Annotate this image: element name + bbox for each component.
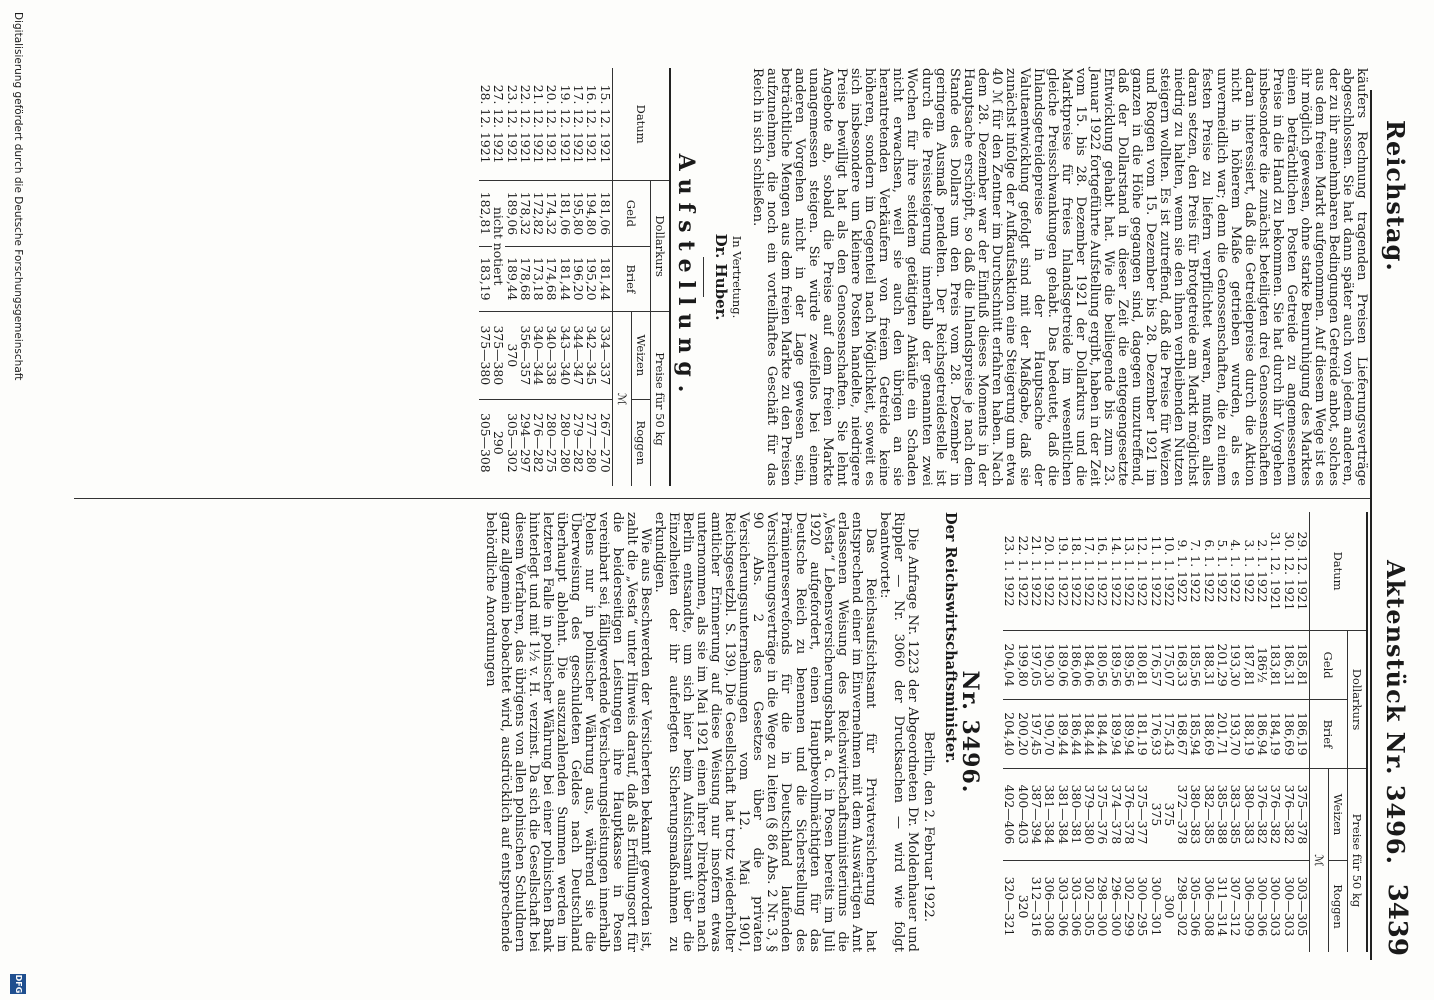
date-cell: 7. 1. 1922 bbox=[1188, 539, 1204, 603]
roggen-cell: 305—306 bbox=[1189, 861, 1202, 952]
brief-cell: 181,19 bbox=[1136, 700, 1149, 769]
geld-cell: 204,04 bbox=[1003, 631, 1016, 700]
signoff bbox=[711, 68, 744, 486]
table-row bbox=[558, 68, 571, 486]
geld-cell: 189,56 bbox=[1109, 631, 1122, 700]
roggen-cell: 280—275 bbox=[545, 399, 558, 486]
brief-cell: 188,69 bbox=[1202, 700, 1215, 769]
geld-cell: 180,56 bbox=[1096, 631, 1109, 700]
right-paragraph: Die Anfrage Nr. 1223 der Abgeordneten Dr. Moldenhauer und Rippler — Nr. 3060 der Drucksachen — wird wie folgt beantwortet: bbox=[876, 512, 920, 952]
geld-cell: 195,80 bbox=[572, 181, 585, 246]
geld-cell: 199,80 bbox=[1016, 631, 1029, 700]
date-cell: 16. 12. 1921 bbox=[584, 84, 600, 164]
weizen-cell: 375—376 bbox=[1096, 768, 1109, 860]
brief-cell: 189,44 bbox=[505, 246, 518, 311]
weizen-cell: 381—384 bbox=[1056, 768, 1069, 860]
column-divider bbox=[74, 498, 1370, 499]
weizen-cell: 356—357 bbox=[519, 312, 532, 400]
table-title: Aufstellung. bbox=[672, 153, 699, 401]
minister-title: Der Reichswirtschaftsminister. bbox=[941, 512, 959, 764]
date-cell: 29. 12. 1921 bbox=[1294, 531, 1310, 611]
roggen-cell: 306—308 bbox=[1202, 861, 1215, 952]
brief-cell: 168,67 bbox=[1176, 700, 1189, 769]
header-prices: Preise für 50 kg bbox=[1347, 768, 1367, 952]
roggen-cell: 303—306 bbox=[1056, 861, 1069, 952]
brief-cell: 173,18 bbox=[532, 246, 545, 311]
weizen-cell: 375 bbox=[1149, 768, 1162, 860]
header-weizen: Weizen bbox=[631, 312, 650, 400]
left-paragraph: käufers Rechnung tragenden Preisen Lieferungsverträge abgeschlossen. Sie hat dann später auch von jedem anderen, der zu ihr annehmbaren Bedingungen Getreide anbot, solches aus dem freien Markt aufgenommen. Auf diesem Wege ist es ihr möglich gewesen, ohne starke Beunruhigung des Marktes einen beträchtlichen Posten Getreide zu angemessenem Preise in die Hand zu bekommen. Sie hat durch ihr Vorgehen insbesondere die zunächst beteiligten drei Genossenschaften daran interessiert, daß die Getreidepreise durch die Aktion nicht in höherem Maße getrieben wurden, als es unvermeidlich war; denn die Genossenschaften, die zu einem festen Preise zu liefern verpflichtet waren, mußten alles daran setzen, den Preis für Brotgetreide am Markt möglichst niedrig zu halten, wenn sie den ihnen verbleibenden Nutzen steigern wollten. Es ist zutreffend, daß die Preise für Weizen und Roggen vom 15. Dezember bis 28. Dezember 1921 im ganzen in die Höhe gegangen sind, dagegen unzutreffend, daß der Dollarstand in dieser Zeit die entgegengesetzte Entwicklung gehabt hat. Wie die beiliegende bis zum 23. Januar 1922 fortgeführte Aufstellung ergibt, haben in der Zeit vom 15. bis 28. Dezember 1921 der Dollarkurs und die Marktpreise für freies Inlandsgetreide im wesentlichen gleiche Preisschwankungen gehabt. Das bedeutet, daß die Inlandsgetreidepreise in der Hauptsache der Valutaentwicklung gefolgt sind mit der Maßgabe, daß sie zunächst infolge der Aufkaufsaktion eine Steigerung um etwa 40 ℳ für den Zentner im Durchschnitt erfahren haben. Nach dem 28. Dezember war der Einfluß dieses Moments in der Hauptsache erschöpft, so daß die Inlandspreise je nach dem Stande des Dollars um den Preis vom 28. Dezember in geringem Ausmaß pendelten. Der Reichsgetreidestelle ist durch die Preissteigerung innerhalb der genannten zwei Wochen für ihre seitdem getätigten Ankäufe ein Schaden nicht erwachsen, weil sie auch den übrigen an sie herantretenden Verkäufern von freiem Getreide keine höheren, sondern im Gegenteil nach Möglichkeit, soweit es sich insbesondere um kleinere Posten handelte, niedrigere Preise bewilligt hat als den Genossenschaften. Sie lehnt Angebote ab, sobald die Preise auf dem freien Markte unangemessen steigen. Sie würde zweifellos bei einem anderen Vorgehen nicht in der Lage gewesen sein, beträchtliche Mengen aus dem freien Markte zu den Preisen aufzunehmen, die noch ein vorteilhaftes Geschäft für das Reich in sich schließen. bbox=[749, 68, 1369, 486]
table-row bbox=[545, 68, 558, 486]
rates-table-right bbox=[1003, 512, 1368, 952]
table-row bbox=[1083, 512, 1096, 952]
date-cell: 20. 1. 1922 bbox=[1042, 535, 1058, 607]
weizen-cell: 375—380 bbox=[492, 312, 505, 400]
weizen-cell: 376—378 bbox=[1123, 768, 1136, 860]
weizen-cell: 342—345 bbox=[585, 312, 598, 400]
geld-cell: 189,56 bbox=[1123, 631, 1136, 700]
brief-cell: 189,94 bbox=[1123, 700, 1136, 769]
dollar-cell: nicht notiert bbox=[492, 181, 505, 312]
page-number: 3439 bbox=[1382, 883, 1412, 956]
weizen-cell: 387—394 bbox=[1030, 768, 1043, 860]
geld-cell: 180,81 bbox=[1136, 631, 1149, 700]
date-cell: 13. 1. 1922 bbox=[1122, 535, 1137, 607]
roggen-cell: 300—303 bbox=[1282, 861, 1295, 952]
dateline: Berlin, den 2. Februar 1922. bbox=[920, 731, 936, 922]
document-number-title: Nr. 3496. bbox=[957, 670, 984, 794]
dfg-logo: DFG bbox=[10, 974, 26, 994]
brief-cell: 197,45 bbox=[1030, 700, 1043, 769]
weizen-cell: 383—385 bbox=[1229, 768, 1242, 860]
date-cell: 14. 1. 1922 bbox=[1108, 535, 1124, 607]
table-row bbox=[1163, 512, 1176, 952]
brief-cell: 186,19 bbox=[1296, 700, 1310, 769]
table-row bbox=[1202, 512, 1215, 952]
page-header bbox=[1378, 60, 1412, 970]
roggen-cell: 320—321 bbox=[1003, 861, 1016, 952]
table-row bbox=[505, 68, 518, 486]
table-row bbox=[1256, 512, 1269, 952]
brief-cell: 185,94 bbox=[1189, 700, 1202, 769]
table-row bbox=[1149, 512, 1162, 952]
roggen-cell: 294—297 bbox=[519, 399, 532, 486]
weizen-cell: 344—347 bbox=[572, 312, 585, 400]
table-row bbox=[1056, 512, 1069, 952]
date-cell: 21. 1. 1922 bbox=[1028, 535, 1044, 607]
brief-cell: 190,70 bbox=[1043, 700, 1056, 769]
date-cell: 16. 1. 1922 bbox=[1095, 535, 1111, 607]
table-row bbox=[479, 68, 492, 486]
table-row bbox=[1269, 512, 1282, 952]
geld-cell: 178,32 bbox=[519, 181, 532, 246]
roggen-cell: 306—309 bbox=[1242, 861, 1255, 952]
table-row bbox=[1216, 512, 1229, 952]
weizen-cell: 382—385 bbox=[1202, 768, 1215, 860]
weizen-cell: 375 bbox=[1163, 768, 1176, 860]
brief-cell: 186,94 bbox=[1256, 700, 1269, 769]
roggen-cell: 298—302 bbox=[1176, 861, 1189, 952]
table-row bbox=[1123, 512, 1136, 952]
brief-cell: 184,44 bbox=[1083, 700, 1096, 769]
roggen-cell: 320 bbox=[1016, 861, 1029, 952]
date-cell: 22. 12. 1921 bbox=[517, 84, 533, 164]
header-date: Datum bbox=[1309, 512, 1367, 631]
table-row bbox=[1109, 512, 1122, 952]
geld-cell: 194,80 bbox=[585, 181, 598, 246]
header-left: Reichstag. bbox=[1381, 120, 1410, 272]
header-weizen: Weizen bbox=[1328, 768, 1347, 860]
weizen-cell: 400—403 bbox=[1016, 768, 1029, 860]
table-row bbox=[1176, 512, 1189, 952]
geld-cell: 185,56 bbox=[1189, 631, 1202, 700]
date-cell: 2. 1. 1922 bbox=[1254, 539, 1270, 603]
weizen-cell: 379—380 bbox=[1083, 768, 1096, 860]
date-cell: 31. 12. 1921 bbox=[1268, 531, 1284, 611]
brief-cell: 181,44 bbox=[598, 246, 612, 311]
roggen-cell: 305—302 bbox=[505, 399, 518, 486]
geld-cell: 186,31 bbox=[1282, 631, 1295, 700]
roggen-cell: 279—282 bbox=[572, 399, 585, 486]
weizen-cell: 385—388 bbox=[1216, 768, 1229, 860]
date-cell: 5. 1. 1922 bbox=[1215, 539, 1231, 603]
header-rule bbox=[1370, 90, 1372, 960]
brief-cell: 176,93 bbox=[1149, 700, 1162, 769]
table-row bbox=[1296, 512, 1310, 952]
date-cell: 19. 12. 1921 bbox=[557, 84, 573, 164]
signoff-role: In Vertretung. bbox=[729, 235, 744, 319]
roggen-cell: 303—305 bbox=[1296, 861, 1310, 952]
weizen-cell: 372—378 bbox=[1176, 768, 1189, 860]
table-row bbox=[1136, 512, 1149, 952]
weizen-cell: 380—383 bbox=[1242, 768, 1255, 860]
geld-cell: 193,30 bbox=[1229, 631, 1242, 700]
geld-cell: 197,05 bbox=[1030, 631, 1043, 700]
date-cell: 30. 12. 1921 bbox=[1281, 531, 1297, 611]
header-brief: Brief bbox=[1309, 700, 1347, 769]
brief-cell: 174,68 bbox=[545, 246, 558, 311]
right-paragraph: Wie aus Beschwerden der Versicherten bekannt geworden ist, zahlt die „Vesta“ unter Hinweis darauf, daß als Erfüllungsort für die beiderseitigen Leistungen ihre Hauptkasse in Posen vereinbart sei, fälligwerdende Versicherungsleistungen innerhalb Polens nur in polnischer Währung aus, während sie die Überweisung des geschuldeten Geldes nach Deutschland überhaupt ablehnt. Die auszuzahlenden Summen werden im letzteren Falle in polnischer Währung bei einer polnischen Bank hinterlegt und mit 1½ v. H. verzinst. Da sich die Gesellschaft bei diesem Verfahren, das übrigens von allen polnischen Schuldnern ganz allgemein beobachtet wird, ausdrücklich auf entsprechende behördliche Anordnungen bbox=[483, 512, 653, 952]
geld-cell: 172,82 bbox=[532, 181, 545, 246]
table-row bbox=[572, 68, 585, 486]
header-roggen: Roggen bbox=[1328, 861, 1347, 952]
weizen-cell: 376—382 bbox=[1269, 768, 1282, 860]
geld-cell: 189,06 bbox=[1056, 631, 1069, 700]
date-cell: 11. 1. 1922 bbox=[1148, 535, 1164, 607]
geld-cell: 187,81 bbox=[1242, 631, 1255, 700]
table-row bbox=[519, 68, 532, 486]
geld-cell: 183,81 bbox=[1269, 631, 1282, 700]
brief-cell: 195,20 bbox=[585, 246, 598, 311]
header-brief: Brief bbox=[612, 246, 650, 311]
brief-cell: 201,71 bbox=[1216, 700, 1229, 769]
table-row bbox=[532, 68, 545, 486]
left-column bbox=[479, 68, 1368, 486]
date-cell: 18. 1. 1922 bbox=[1068, 535, 1084, 607]
roggen-cell: 303—306 bbox=[1070, 861, 1083, 952]
short-rule bbox=[703, 257, 704, 297]
weizen-cell: 402—406 bbox=[1003, 768, 1016, 860]
geld-cell: 174,32 bbox=[545, 181, 558, 246]
roggen-cell: 300—303 bbox=[1269, 861, 1282, 952]
geld-cell: 175,07 bbox=[1163, 631, 1176, 700]
roggen-cell: 312—316 bbox=[1030, 861, 1043, 952]
geld-cell: 189,06 bbox=[505, 181, 518, 246]
roggen-cell: 300—295 bbox=[1136, 861, 1149, 952]
brief-cell: 200,20 bbox=[1016, 700, 1029, 769]
weizen-cell: 380—381 bbox=[1070, 768, 1083, 860]
weizen-cell: 370 bbox=[505, 312, 518, 400]
date-cell: 12. 1. 1922 bbox=[1135, 535, 1151, 607]
table-row bbox=[1070, 512, 1083, 952]
roggen-cell: 280—280 bbox=[558, 399, 571, 486]
header-unit: ℳ bbox=[612, 312, 631, 486]
date-cell: 22. 1. 1922 bbox=[1015, 535, 1031, 607]
brief-cell: 189,94 bbox=[1109, 700, 1122, 769]
header-prices: Preise für 50 kg bbox=[650, 312, 670, 486]
rates-table-left bbox=[479, 68, 671, 486]
weizen-cell: 375—380 bbox=[479, 312, 492, 400]
footer-text: Digitalisierung gefördert durch die Deutsche Forschungsgemeinschaft bbox=[12, 12, 24, 381]
brief-cell: 184,44 bbox=[1096, 700, 1109, 769]
weizen-cell: 376—382 bbox=[1256, 768, 1269, 860]
weizen-cell: 381—384 bbox=[1043, 768, 1056, 860]
geld-cell: 182,81 bbox=[479, 181, 492, 246]
weizen-cell: 375—377 bbox=[1136, 768, 1149, 860]
roggen-cell: 300 bbox=[1163, 861, 1176, 952]
date-cell: 9. 1. 1922 bbox=[1175, 539, 1191, 603]
roggen-cell: 267—270 bbox=[598, 399, 612, 486]
brief-cell: 181,44 bbox=[558, 246, 571, 311]
weizen-cell: 380—383 bbox=[1189, 768, 1202, 860]
roggen-cell: 290 bbox=[492, 399, 505, 486]
date-cell: 10. 1. 1922 bbox=[1161, 535, 1177, 607]
roggen-cell: 277—280 bbox=[585, 399, 598, 486]
date-cell: 23. 1. 1922 bbox=[1002, 535, 1018, 607]
table-row bbox=[1003, 512, 1016, 952]
date-cell: 17. 12. 1921 bbox=[571, 84, 587, 164]
roggen-cell: 302—305 bbox=[1083, 861, 1096, 952]
brief-cell: 196,20 bbox=[572, 246, 585, 311]
weizen-cell: 376—382 bbox=[1282, 768, 1295, 860]
header-geld: Geld bbox=[1309, 631, 1347, 700]
weizen-cell: 374—378 bbox=[1109, 768, 1122, 860]
geld-cell: 190,30 bbox=[1043, 631, 1056, 700]
geld-cell: 184,06 bbox=[1083, 631, 1096, 700]
roggen-cell: 311—314 bbox=[1216, 861, 1229, 952]
table-row bbox=[1229, 512, 1242, 952]
date-cell: 4. 1. 1922 bbox=[1228, 539, 1244, 603]
header-dollar: Dollarkurs bbox=[650, 181, 670, 312]
table-row bbox=[1016, 512, 1029, 952]
table-row bbox=[492, 68, 505, 486]
geld-cell: 168,33 bbox=[1176, 631, 1189, 700]
brief-cell: 184,19 bbox=[1269, 700, 1282, 769]
roggen-cell: 298—300 bbox=[1096, 861, 1109, 952]
roggen-cell: 300—301 bbox=[1149, 861, 1162, 952]
brief-cell: 178,68 bbox=[519, 246, 532, 311]
geld-cell: 181,06 bbox=[558, 181, 571, 246]
table-row bbox=[1096, 512, 1109, 952]
date-cell: 17. 1. 1922 bbox=[1082, 535, 1098, 607]
roggen-cell: 300—306 bbox=[1256, 861, 1269, 952]
geld-cell: 181,06 bbox=[598, 181, 612, 246]
brief-cell: 204,40 bbox=[1003, 700, 1016, 769]
geld-cell: 201,29 bbox=[1216, 631, 1229, 700]
geld-cell: 186,06 bbox=[1070, 631, 1083, 700]
weizen-cell: 340—338 bbox=[545, 312, 558, 400]
header-roggen: Roggen bbox=[631, 399, 650, 486]
table-row bbox=[598, 68, 612, 486]
header-unit: ℳ bbox=[1309, 768, 1328, 952]
header-geld: Geld bbox=[612, 181, 650, 246]
table-row bbox=[585, 68, 598, 486]
geld-cell: 188,31 bbox=[1202, 631, 1215, 700]
date-cell: 21. 12. 1921 bbox=[531, 84, 547, 164]
roggen-cell: 307—312 bbox=[1229, 861, 1242, 952]
table-row bbox=[1043, 512, 1056, 952]
header-date: Datum bbox=[612, 68, 670, 181]
roggen-cell: 305—308 bbox=[479, 399, 492, 486]
table-row bbox=[1242, 512, 1255, 952]
table-row bbox=[1282, 512, 1295, 952]
date-cell: 15. 12. 1921 bbox=[597, 84, 613, 164]
roggen-cell: 296—300 bbox=[1109, 861, 1122, 952]
table-row bbox=[1030, 512, 1043, 952]
brief-cell: 188,19 bbox=[1242, 700, 1255, 769]
header-dollar: Dollarkurs bbox=[1347, 631, 1367, 769]
brief-cell: 183,19 bbox=[479, 246, 492, 311]
right-column bbox=[483, 512, 1368, 952]
weizen-cell: 343—340 bbox=[558, 312, 571, 400]
weizen-cell: 334—337 bbox=[598, 312, 612, 400]
date-cell: 3. 1. 1922 bbox=[1241, 539, 1257, 603]
right-paragraph: Das Reichsaufsichtsamt für Privatversicherung hat entsprechend einer im Einvernehmen mit dem Auswärtigen Amt erlassenen Weisung des Reichswirtschaftsministeriums die „Vesta“ Lebensversicherungsbank a. G. in Posen bereits im Juli 1920 aufgefordert, einen Hauptbevollmächtigten für das Deutsche Reich zu benennen und die Sicherstellung des Prämienreservefonds für die in Deutschland laufenden Versicherungsverträge in die Wege zu leiten (§ 86 Abs. 2 Nr. 3, § 90 Abs. 2 des Gesetzes über die privaten Versicherungsunternehmungen vom 12. Mai 1901, Reichsgesetzbl. S. 139). Die Gesellschaft hat trotz wiederholter amtlicher Erinnerung auf diese Weisung nur insofern etwas unternommen, als sie im Mai 1921 einen ihrer Direktoren nach Berlin entsandte, um sich hier beim Aufsichtsamt über die Einzelheiten der ihr auferlegten Sicherungsmaßnahmen zu erkundigen. bbox=[652, 512, 878, 952]
date-cell: 20. 12. 1921 bbox=[544, 84, 560, 164]
brief-cell: 175,43 bbox=[1163, 700, 1176, 769]
roggen-cell: 306—308 bbox=[1043, 861, 1056, 952]
brief-cell: 193,70 bbox=[1229, 700, 1242, 769]
date-cell: 23. 12. 1921 bbox=[504, 84, 520, 164]
weizen-cell: 340—344 bbox=[532, 312, 545, 400]
date-cell: 6. 1. 1922 bbox=[1201, 539, 1217, 603]
page-footer bbox=[6, 0, 28, 1000]
brief-cell: 186,44 bbox=[1070, 700, 1083, 769]
date-cell: 28. 12. 1921 bbox=[477, 84, 493, 164]
header-center: Aktenstück Nr. 3496. bbox=[1381, 560, 1410, 865]
brief-cell: 186,69 bbox=[1282, 700, 1295, 769]
geld-cell: 176,57 bbox=[1149, 631, 1162, 700]
roggen-cell: 276—282 bbox=[532, 399, 545, 486]
date-cell: 19. 1. 1922 bbox=[1055, 535, 1071, 607]
geld-cell: 185,81 bbox=[1296, 631, 1310, 700]
weizen-cell: 375—378 bbox=[1296, 768, 1310, 860]
signoff-name: Dr. Huber. bbox=[711, 233, 730, 321]
geld-cell: 186½ bbox=[1256, 631, 1269, 700]
brief-cell: 189,44 bbox=[1056, 700, 1069, 769]
table-row bbox=[1189, 512, 1202, 952]
roggen-cell: 302—299 bbox=[1123, 861, 1136, 952]
date-cell: 27. 12. 1921 bbox=[491, 84, 507, 164]
